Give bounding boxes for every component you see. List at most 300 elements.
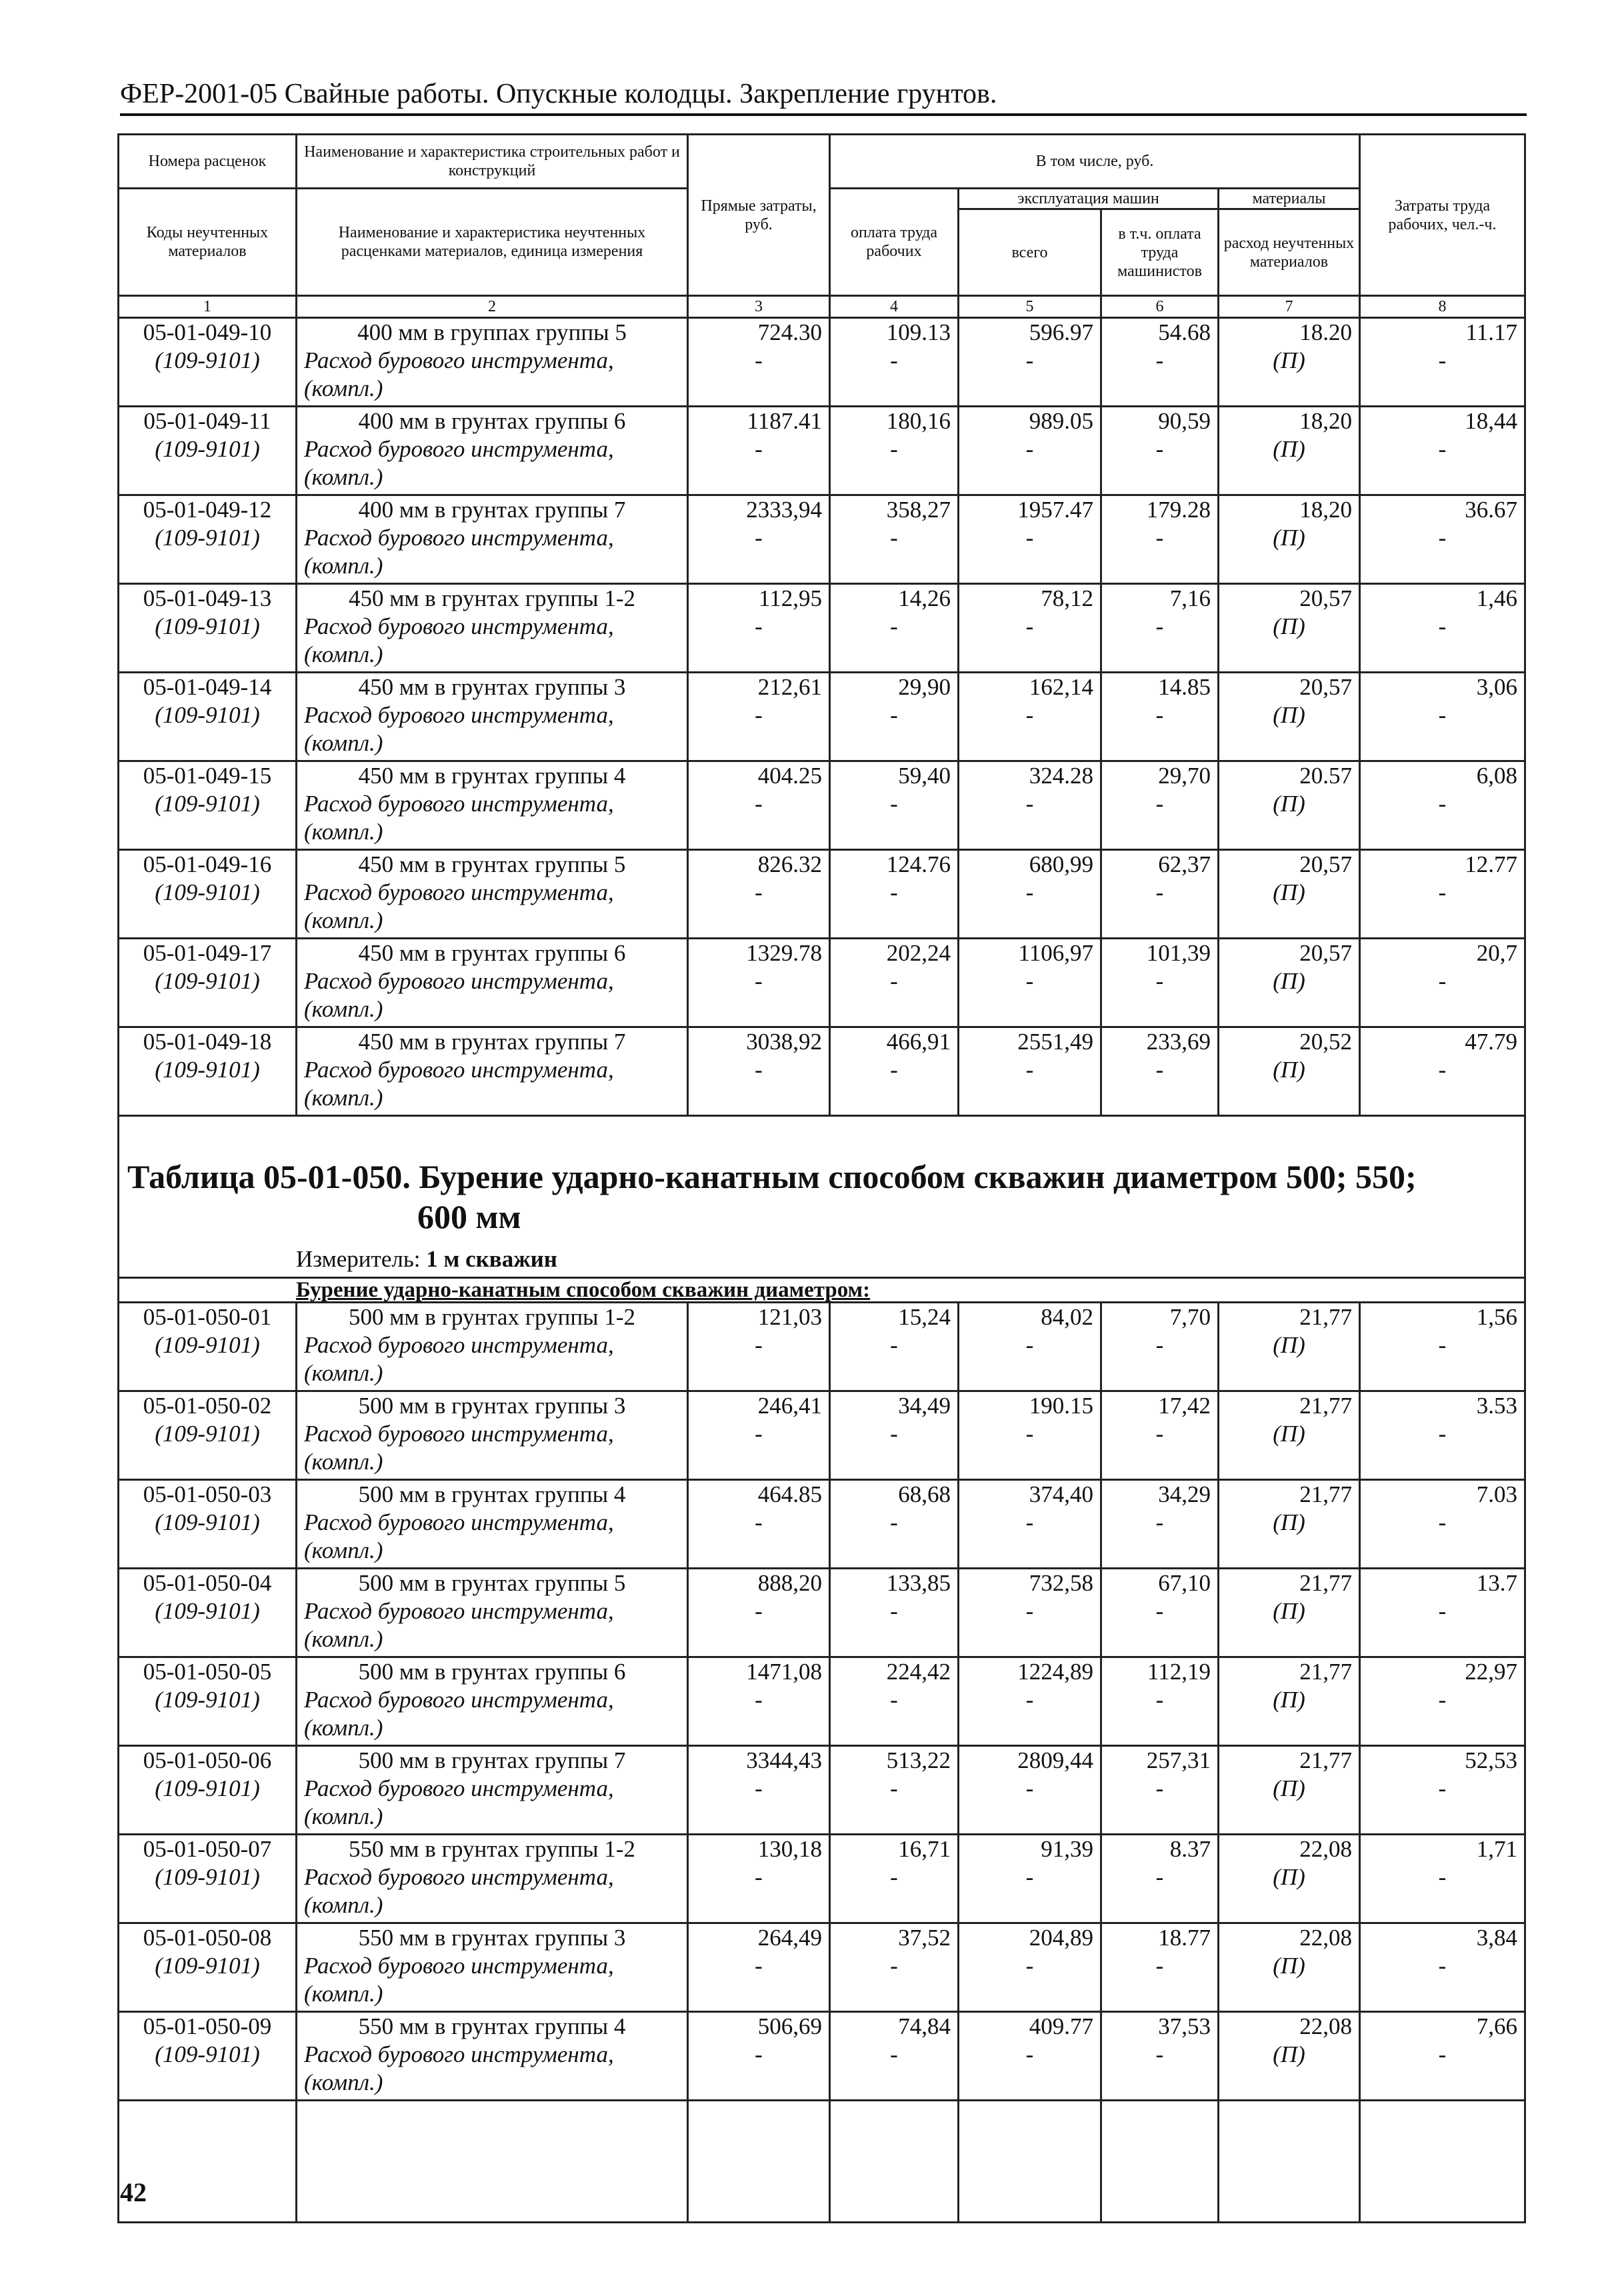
labor-cell xyxy=(1360,1923,1525,2012)
table-row xyxy=(119,1391,1525,1480)
dash: - xyxy=(755,347,763,373)
dash: - xyxy=(755,1509,763,1535)
machines-cell xyxy=(959,318,1101,407)
dash: - xyxy=(1155,1953,1164,1979)
materials: 21,77 xyxy=(1299,1393,1352,1419)
rate-code-cell xyxy=(119,584,297,673)
table-a-body xyxy=(119,318,1525,1116)
machinist-wages: 7,16 xyxy=(1169,585,1211,611)
col-wages: оплата труда рабочих xyxy=(830,189,959,296)
materials-cell xyxy=(1219,584,1360,673)
material-p: (П) xyxy=(1273,968,1305,994)
machinist-wages-cell xyxy=(1101,407,1219,495)
labor-cell xyxy=(1360,2012,1525,2101)
material-code: (109-9101) xyxy=(155,1332,260,1358)
dash: - xyxy=(1025,1953,1034,1979)
dash: - xyxy=(890,1598,898,1624)
dash: - xyxy=(1025,1864,1034,1890)
materials-cell xyxy=(1219,1657,1360,1746)
rate-code-cell xyxy=(119,1569,297,1657)
work-name-cell xyxy=(297,584,688,673)
rate-code-cell xyxy=(119,761,297,850)
work-name-cell xyxy=(297,1303,688,1391)
labor: 11.17 xyxy=(1465,319,1517,345)
table-row xyxy=(119,761,1525,850)
machines-total: 1224,89 xyxy=(1017,1659,1093,1685)
material-code: (109-9101) xyxy=(155,1509,260,1535)
dash: - xyxy=(1025,2041,1034,2067)
material-p: (П) xyxy=(1273,879,1305,905)
rate-code-cell xyxy=(119,1480,297,1569)
rate-code: 05-01-050-06 xyxy=(143,1747,272,1773)
direct-cost: 888,20 xyxy=(757,1570,822,1596)
dash: - xyxy=(1155,1332,1164,1358)
materials: 21,77 xyxy=(1299,1481,1352,1507)
rate-code-cell xyxy=(119,1391,297,1480)
materials: 20,57 xyxy=(1299,851,1352,877)
labor: 47.79 xyxy=(1465,1029,1517,1055)
work-name: 450 мм в грунтах группы 6 xyxy=(358,940,626,966)
rate-code: 05-01-050-09 xyxy=(143,2013,272,2039)
materials: 20,57 xyxy=(1299,674,1352,700)
rate-code-cell xyxy=(119,1746,297,1835)
wages-cell xyxy=(830,850,959,939)
machines-total: 91,39 xyxy=(1041,1836,1093,1862)
work-name: 450 мм в грунтах группы 7 xyxy=(358,1029,626,1055)
dash: - xyxy=(890,791,898,817)
machines-total: 324.28 xyxy=(1029,763,1093,789)
machines-cell xyxy=(959,1303,1101,1391)
materials: 21,77 xyxy=(1299,1570,1352,1596)
table-row xyxy=(119,1027,1525,1116)
work-name-cell xyxy=(297,2012,688,2101)
material-name: Расход бурового инструмента, xyxy=(304,1332,614,1358)
table-row xyxy=(119,407,1525,495)
direct-cost-cell xyxy=(688,407,830,495)
work-name: 550 мм в грунтах группы 1-2 xyxy=(349,1836,635,1862)
unit-label: Измеритель: xyxy=(296,1246,421,1272)
dash: - xyxy=(755,968,763,994)
wages-cell xyxy=(830,1027,959,1116)
direct-cost: 264,49 xyxy=(757,1925,822,1951)
direct-cost-cell xyxy=(688,1746,830,1835)
dash: - xyxy=(755,1775,763,1801)
direct-cost: 826.32 xyxy=(757,851,822,877)
rate-code-cell xyxy=(119,495,297,584)
rate-code: 05-01-049-16 xyxy=(143,851,272,877)
material-p: (П) xyxy=(1273,525,1305,551)
col-num: 7 xyxy=(1219,296,1360,318)
wages-cell xyxy=(830,1391,959,1480)
dash: - xyxy=(755,1864,763,1890)
table-row xyxy=(119,1303,1525,1391)
machines-total: 732,58 xyxy=(1029,1570,1093,1596)
spacer xyxy=(1219,2101,1360,2223)
machines-total: 1106,97 xyxy=(1018,940,1093,966)
material-code: (109-9101) xyxy=(155,1598,260,1624)
material-name: Расход бурового инструмента, xyxy=(304,2041,614,2067)
col-num: 3 xyxy=(688,296,830,318)
rate-code-cell xyxy=(119,1657,297,1746)
work-name: 500 мм в грунтах группы 4 xyxy=(358,1481,626,1507)
dash: - xyxy=(890,968,898,994)
machinist-wages: 67,10 xyxy=(1158,1570,1211,1596)
dash: - xyxy=(1025,1509,1034,1535)
direct-cost-cell xyxy=(688,1303,830,1391)
machines-cell xyxy=(959,1569,1101,1657)
wages-cell xyxy=(830,1657,959,1746)
materials: 18,20 xyxy=(1299,497,1352,523)
material-code: (109-9101) xyxy=(155,1953,260,1979)
direct-cost: 246,41 xyxy=(757,1393,822,1419)
material-unit: (компл.) xyxy=(304,1626,383,1652)
work-name-cell xyxy=(297,1657,688,1746)
wages-cell xyxy=(830,1835,959,1923)
material-code: (109-9101) xyxy=(155,1421,260,1447)
machinist-wages-cell xyxy=(1101,1657,1219,1746)
direct-cost-cell xyxy=(688,1480,830,1569)
dash: - xyxy=(890,1421,898,1447)
material-p: (П) xyxy=(1273,1509,1305,1535)
labor-cell xyxy=(1360,1391,1525,1480)
wages-cell xyxy=(830,939,959,1027)
material-code: (109-9101) xyxy=(155,968,260,994)
machines-cell xyxy=(959,407,1101,495)
labor-cell xyxy=(1360,584,1525,673)
machinist-wages: 101,39 xyxy=(1146,940,1211,966)
work-name-cell xyxy=(297,1746,688,1835)
material-code: (109-9101) xyxy=(155,613,260,639)
rate-code: 05-01-050-04 xyxy=(143,1570,272,1596)
table-2-title-line1: Таблица 05-01-050. Бурение ударно-канатным способом скважин диаметром 500; 550; xyxy=(127,1158,1417,1195)
rate-code: 05-01-049-15 xyxy=(143,763,272,789)
dash: - xyxy=(1438,436,1447,462)
col-num: 1 xyxy=(119,296,297,318)
labor: 22,97 xyxy=(1465,1659,1517,1685)
material-p: (П) xyxy=(1273,1687,1305,1713)
col-num: 8 xyxy=(1360,296,1525,318)
dash: - xyxy=(1025,879,1034,905)
machines-cell xyxy=(959,1923,1101,2012)
machinist-wages: 54.68 xyxy=(1158,319,1211,345)
machines-total: 989.05 xyxy=(1029,408,1093,434)
work-name: 450 мм в грунтах группы 1-2 xyxy=(349,585,635,611)
material-p: (П) xyxy=(1273,791,1305,817)
table-row xyxy=(119,1480,1525,1569)
machines-cell xyxy=(959,1391,1101,1480)
machinist-wages: 62,37 xyxy=(1158,851,1211,877)
dash: - xyxy=(1438,613,1447,639)
machines-cell xyxy=(959,1835,1101,1923)
direct-cost-cell xyxy=(688,761,830,850)
wages: 37,52 xyxy=(898,1925,951,1951)
table-b-body xyxy=(119,1303,1525,2101)
material-p: (П) xyxy=(1273,1598,1305,1624)
wages: 224,42 xyxy=(886,1659,951,1685)
dash: - xyxy=(755,1687,763,1713)
table-2-heading xyxy=(119,1116,1525,1303)
material-p: (П) xyxy=(1273,2041,1305,2067)
wages-cell xyxy=(830,495,959,584)
work-name-cell xyxy=(297,318,688,407)
col-machines-total: всего xyxy=(959,209,1101,296)
price-table xyxy=(117,133,1526,2223)
work-name: 500 мм в грунтах группы 5 xyxy=(358,1570,626,1596)
direct-cost: 464.85 xyxy=(757,1481,822,1507)
material-unit: (компл.) xyxy=(304,1449,383,1475)
col-incl: В том числе, руб. xyxy=(830,135,1360,189)
rate-code-cell xyxy=(119,1303,297,1391)
machines-cell xyxy=(959,1480,1101,1569)
work-name: 400 мм в грунтах группы 7 xyxy=(358,497,626,523)
work-name-cell xyxy=(297,761,688,850)
work-name: 500 мм в грунтах группы 3 xyxy=(358,1393,626,1419)
material-code: (109-9101) xyxy=(155,1775,260,1801)
material-unit: (компл.) xyxy=(304,553,383,579)
material-unit: (компл.) xyxy=(304,1892,383,1918)
wages: 29,90 xyxy=(898,674,951,700)
dash: - xyxy=(1155,613,1164,639)
wages-cell xyxy=(830,1923,959,2012)
dash: - xyxy=(1438,1687,1447,1713)
material-name: Расход бурового инструмента, xyxy=(304,436,614,462)
wages-cell xyxy=(830,2012,959,2101)
materials-cell xyxy=(1219,1027,1360,1116)
labor-cell xyxy=(1360,1746,1525,1835)
work-name: 550 мм в грунтах группы 4 xyxy=(358,2013,626,2039)
wages: 133,85 xyxy=(886,1570,951,1596)
rate-code-cell xyxy=(119,407,297,495)
col-num: 2 xyxy=(297,296,688,318)
direct-cost: 2333,94 xyxy=(746,497,822,523)
col-machines-wages: в т.ч. оплата труда машинистов xyxy=(1101,209,1219,296)
dash: - xyxy=(1438,702,1447,728)
table-row xyxy=(119,2012,1525,2101)
dash: - xyxy=(1155,1421,1164,1447)
table-row xyxy=(119,850,1525,939)
material-unit: (компл.) xyxy=(304,996,383,1022)
spacer xyxy=(119,1116,1525,1157)
work-name: 450 мм в грунтах группы 3 xyxy=(358,674,626,700)
page-number: 42 xyxy=(120,2177,147,2207)
labor-cell xyxy=(1360,1027,1525,1116)
machinist-wages-cell xyxy=(1101,318,1219,407)
materials: 20.57 xyxy=(1299,763,1352,789)
direct-cost-cell xyxy=(688,318,830,407)
machines-total: 162,14 xyxy=(1029,674,1093,700)
rate-code: 05-01-049-14 xyxy=(143,674,272,700)
material-name: Расход бурового инструмента, xyxy=(304,879,614,905)
work-name: 500 мм в грунтах группы 6 xyxy=(358,1659,626,1685)
work-name-cell xyxy=(297,939,688,1027)
spacer xyxy=(688,2101,830,2223)
dash: - xyxy=(1438,791,1447,817)
wages: 513,22 xyxy=(886,1747,951,1773)
machinist-wages-cell xyxy=(1101,673,1219,761)
dash: - xyxy=(890,1332,898,1358)
spacer xyxy=(959,2101,1101,2223)
dash: - xyxy=(755,613,763,639)
direct-cost: 112,95 xyxy=(759,585,822,611)
dash: - xyxy=(890,1057,898,1083)
machines-cell xyxy=(959,1027,1101,1116)
dash: - xyxy=(1155,1509,1164,1535)
rate-code-cell xyxy=(119,673,297,761)
rate-code: 05-01-050-05 xyxy=(143,1659,272,1685)
machinist-wages: 112,19 xyxy=(1147,1659,1211,1685)
section-heading: Бурение ударно-канатным способом скважин диаметром: xyxy=(119,1278,1525,1303)
labor: 18,44 xyxy=(1465,408,1517,434)
rate-code: 05-01-049-17 xyxy=(143,940,272,966)
material-p: (П) xyxy=(1273,347,1305,373)
table-row xyxy=(119,318,1525,407)
rate-code: 05-01-049-18 xyxy=(143,1029,272,1055)
rate-code-cell xyxy=(119,318,297,407)
direct-cost-cell xyxy=(688,584,830,673)
dash: - xyxy=(755,791,763,817)
machines-total: 2551,49 xyxy=(1017,1029,1093,1055)
work-name-cell xyxy=(297,1027,688,1116)
materials-cell xyxy=(1219,2012,1360,2101)
direct-cost: 3038,92 xyxy=(746,1029,822,1055)
col-name-bottom: Наименование и характеристика неучтенных расценками материалов, единица измерения xyxy=(297,189,688,296)
direct-cost-cell xyxy=(688,1923,830,2012)
dash: - xyxy=(755,1057,763,1083)
labor: 7,66 xyxy=(1476,2013,1517,2039)
machinist-wages: 14.85 xyxy=(1158,674,1211,700)
direct-cost-cell xyxy=(688,2012,830,2101)
materials: 21,77 xyxy=(1299,1304,1352,1330)
materials-cell xyxy=(1219,673,1360,761)
wages-cell xyxy=(830,318,959,407)
material-p: (П) xyxy=(1273,1953,1305,1979)
dash: - xyxy=(1025,1421,1034,1447)
direct-cost: 212,61 xyxy=(757,674,822,700)
dash: - xyxy=(890,347,898,373)
table-row xyxy=(119,1569,1525,1657)
spacer xyxy=(1360,2101,1525,2223)
labor-cell xyxy=(1360,761,1525,850)
dash: - xyxy=(890,1687,898,1713)
work-name-cell xyxy=(297,407,688,495)
dash: - xyxy=(1438,968,1447,994)
machines-total: 78,12 xyxy=(1041,585,1093,611)
dash: - xyxy=(1438,1057,1447,1083)
machinist-wages-cell xyxy=(1101,2012,1219,2101)
materials: 22,08 xyxy=(1299,1925,1352,1951)
labor: 1,46 xyxy=(1476,585,1517,611)
page-header: ФЕР-2001-05 Свайные работы. Опускные колодцы. Закрепление грунтов. xyxy=(120,79,1527,116)
wages: 16,71 xyxy=(898,1836,951,1862)
wages-cell xyxy=(830,673,959,761)
material-name: Расход бурового инструмента, xyxy=(304,1057,614,1083)
material-name: Расход бурового инструмента, xyxy=(304,613,614,639)
col-codes-top: Номера расценок xyxy=(119,135,297,189)
material-name: Расход бурового инструмента, xyxy=(304,968,614,994)
direct-cost-cell xyxy=(688,1569,830,1657)
machinist-wages: 29,70 xyxy=(1158,763,1211,789)
work-name: 400 мм в группах группы 5 xyxy=(357,319,627,345)
wages-cell xyxy=(830,584,959,673)
machinist-wages-cell xyxy=(1101,495,1219,584)
wages: 34,49 xyxy=(898,1393,951,1419)
labor: 52,53 xyxy=(1465,1747,1517,1773)
labor: 20,7 xyxy=(1476,940,1517,966)
machines-cell xyxy=(959,673,1101,761)
work-name: 550 мм в грунтах группы 3 xyxy=(358,1925,626,1951)
work-name-cell xyxy=(297,1391,688,1480)
material-name: Расход бурового инструмента, xyxy=(304,1509,614,1535)
material-name: Расход бурового инструмента, xyxy=(304,1953,614,1979)
material-unit: (компл.) xyxy=(304,1537,383,1563)
materials-cell xyxy=(1219,761,1360,850)
dash: - xyxy=(1025,525,1034,551)
col-labor: Затраты труда рабочих, чел.-ч. xyxy=(1360,135,1525,296)
material-code: (109-9101) xyxy=(155,1687,260,1713)
wages-cell xyxy=(830,1303,959,1391)
dash: - xyxy=(755,2041,763,2067)
work-name: 450 мм в грунтах группы 5 xyxy=(358,851,626,877)
labor-cell xyxy=(1360,1835,1525,1923)
dash: - xyxy=(1438,1332,1447,1358)
machines-cell xyxy=(959,2012,1101,2101)
table-row xyxy=(119,1746,1525,1835)
machines-total: 596.97 xyxy=(1029,319,1093,345)
material-unit: (компл.) xyxy=(304,1981,383,2007)
dash: - xyxy=(1155,1687,1164,1713)
direct-cost-cell xyxy=(688,850,830,939)
dash: - xyxy=(1438,347,1447,373)
labor: 3,84 xyxy=(1476,1925,1517,1951)
materials-cell xyxy=(1219,939,1360,1027)
machinist-wages: 18.77 xyxy=(1158,1925,1211,1951)
dash: - xyxy=(755,879,763,905)
material-code: (109-9101) xyxy=(155,2041,260,2067)
machinist-wages-cell xyxy=(1101,761,1219,850)
direct-cost-cell xyxy=(688,495,830,584)
materials: 20,57 xyxy=(1299,940,1352,966)
rate-code-cell xyxy=(119,1027,297,1116)
dash: - xyxy=(755,1332,763,1358)
material-p: (П) xyxy=(1273,1057,1305,1083)
rate-code-cell xyxy=(119,1835,297,1923)
dash: - xyxy=(755,525,763,551)
material-unit: (компл.) xyxy=(304,2069,383,2095)
dash: - xyxy=(890,1864,898,1890)
material-p: (П) xyxy=(1273,1864,1305,1890)
work-name-cell xyxy=(297,1835,688,1923)
machines-total: 374,40 xyxy=(1029,1481,1093,1507)
material-p: (П) xyxy=(1273,702,1305,728)
direct-cost: 1187.41 xyxy=(747,408,822,434)
dash: - xyxy=(1155,525,1164,551)
labor: 7.03 xyxy=(1476,1481,1517,1507)
dash: - xyxy=(890,702,898,728)
direct-cost: 3344,43 xyxy=(746,1747,822,1773)
dash: - xyxy=(1155,791,1164,817)
dash: - xyxy=(1155,879,1164,905)
material-p: (П) xyxy=(1273,613,1305,639)
dash: - xyxy=(1025,1775,1034,1801)
col-num: 5 xyxy=(959,296,1101,318)
machines-cell xyxy=(959,495,1101,584)
rate-code: 05-01-049-12 xyxy=(143,497,272,523)
dash: - xyxy=(1155,702,1164,728)
machines-total: 680,99 xyxy=(1029,851,1093,877)
wages: 202,24 xyxy=(886,940,951,966)
machines-total: 190.15 xyxy=(1029,1393,1093,1419)
work-name-cell xyxy=(297,1569,688,1657)
